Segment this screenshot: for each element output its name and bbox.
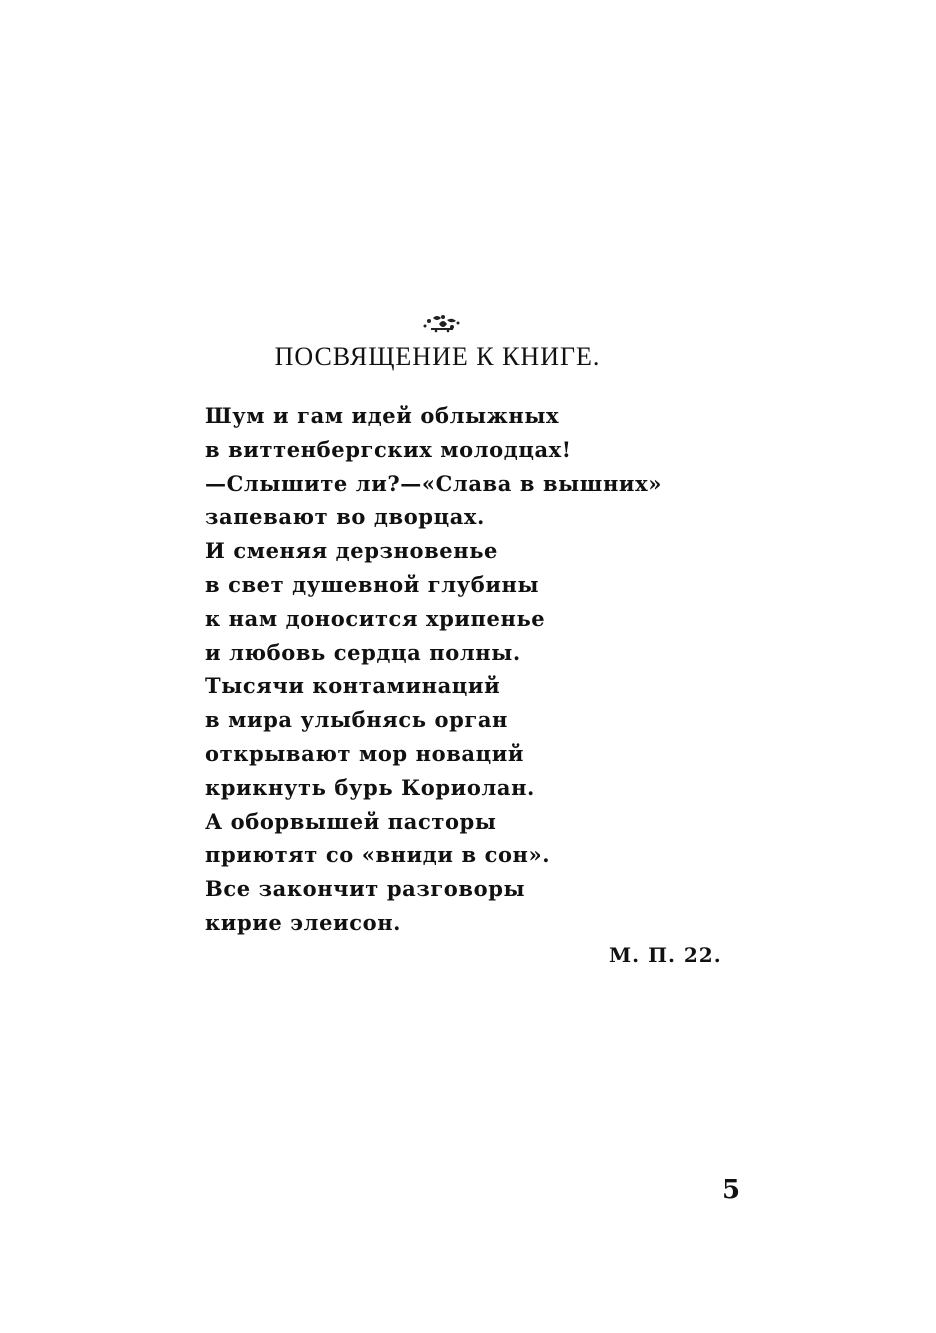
poem-line: крикнуть бурь Кориолан. [205, 774, 535, 800]
poem-line: А оборвышей пасторы [205, 808, 497, 834]
page-number: 5 [722, 1175, 741, 1205]
poem-line: приютят со «вниди в сон». [205, 842, 551, 868]
poem-line: и любовь сердца полны. [205, 639, 521, 665]
poem [205, 399, 662, 940]
page-title: ПОСВЯЩЕНИЕ К КНИГЕ. [274, 342, 601, 371]
poem-line: в мира улыбнясь орган [205, 707, 509, 733]
poem-line: запевают во дворцах. [205, 504, 485, 530]
poem-line: в виттенбергских молодцах! [205, 436, 572, 462]
poem-line: кирие элеисон. [205, 909, 402, 935]
poem-line: к нам доносится хрипенье [205, 605, 546, 631]
poem-line: в свет душевной глубины [205, 571, 540, 597]
floral-vignette-icon [419, 312, 463, 334]
author-signature: М. П. 22. [609, 943, 722, 967]
poem-line: Тысячи контаминаций [205, 673, 501, 699]
poem-line: Шум и гам идей облыжных [205, 403, 560, 428]
poem-line: И сменяя дерзновенье [205, 538, 499, 564]
poem-line: Все закончит разговоры [205, 876, 526, 902]
poem-line: открывают мор новаций [205, 740, 525, 766]
poem-line: —Слышите ли?—«Слава в вышних» [205, 470, 662, 496]
